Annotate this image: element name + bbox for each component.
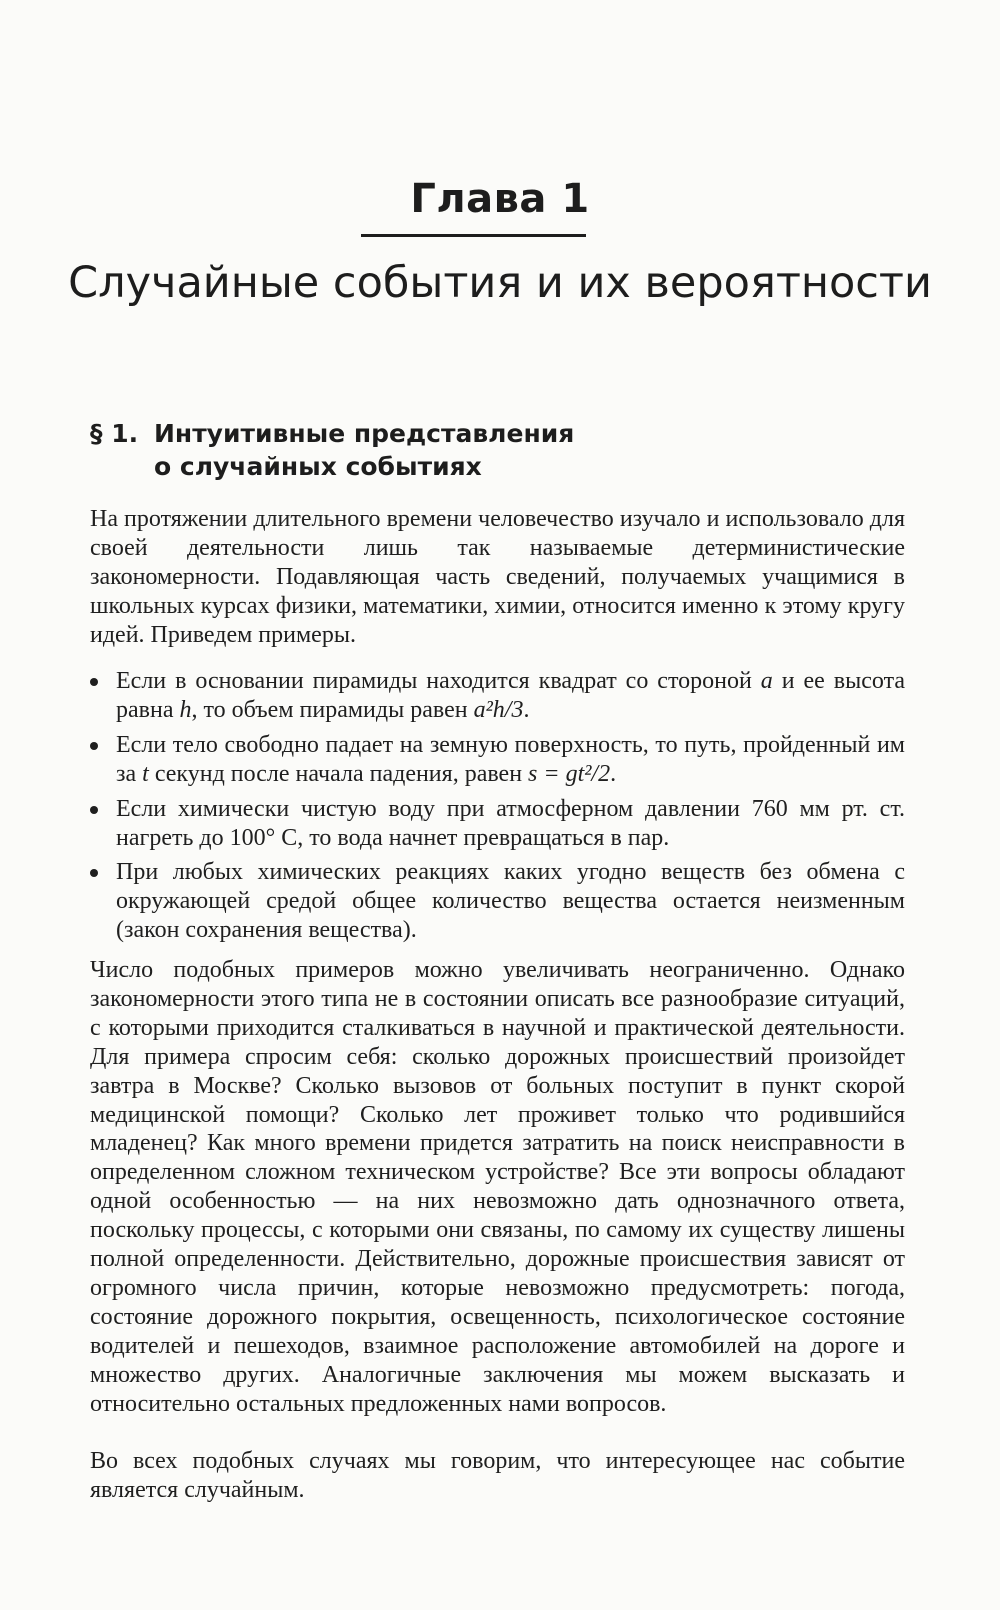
- bullet-icon: [90, 869, 98, 877]
- chapter-title: Случайные события и их вероятности: [68, 258, 932, 308]
- paragraph-intro-text: На протяжении длительного времени человечество изучало и использовало для своей деятельности лишь так называемые детерминистические закономерности. Подавляющая часть сведений, получаемых учащимися в школьных курсах физики, математики, химии, относится именно к этому кругу идей. Приведем примеры.: [90, 506, 905, 648]
- list-item-text: , то объем пирамиды равен: [191, 696, 474, 723]
- list-item-text: При любых химических реакциях каких угодно веществ без обмена с окружающей средой общее количество вещества остается неизменным (закон сохранения вещества).: [116, 859, 905, 944]
- math-formula: a²h/3: [473, 696, 524, 723]
- list-item-text: и ее высота равна: [116, 668, 906, 723]
- math-variable: t: [142, 760, 149, 787]
- examples-list: [116, 667, 905, 951]
- math-formula: s = gt²/2: [528, 760, 611, 787]
- paragraph-discussion-text: Число подобных примеров можно увеличивать неограниченно. Однако закономерности этого типа не в состоянии описать все разнообразие ситуаций, с которыми приходится сталкиваться в научной и практической деятельности. Для примера спросим себя: сколько дорожных происшествий произойдет завтра в Москве? Сколько вызовов от больных поступит в пункт скорой медицинской помощи? Сколько лет проживет только что родившийся младенец? Как много времени придется затратить на поиск неисправности в определенном сложном техническом устройстве? Все эти вопросы обладают одной особенностью — на них невозможно дать однозначного ответа, поскольку процессы, с которыми они связаны, по самому их существу лишены полной определенности. Действительно, дорожные происшествия зависят от огромного числа причин, которые невозможно предусмотреть: погода, состояние дорожного покрытия, освещенность, психологическое состояние водителей и пешеходов, взаимное расположение автомобилей на дороге и множество других. Аналогичные заключения мы можем высказать и относительно остальных предложенных нами вопросов.: [90, 957, 905, 1417]
- section-heading: [90, 417, 574, 483]
- list-item-text: Если химически чистую воду при атмосферном давлении 760 мм рт. ст. нагреть до 100° С, то вода начнет превращаться в пар.: [116, 795, 905, 851]
- bullet-icon: [90, 742, 98, 750]
- list-item-text: .: [523, 696, 530, 723]
- chapter-underline: [361, 234, 586, 237]
- math-variable: a: [760, 668, 773, 694]
- paragraph-intro: [90, 505, 905, 650]
- bullet-icon: [90, 806, 98, 814]
- section-number: § 1.: [90, 419, 139, 448]
- list-item-text: Если тело свободно падает на земную поверхность, то путь, пройденный им за: [116, 731, 905, 787]
- list-item-text: .: [610, 760, 617, 787]
- chapter-label: Глава 1: [410, 176, 590, 222]
- list-item: [116, 795, 905, 853]
- paragraph-discussion: [90, 956, 905, 1419]
- list-item-text: секунд после начала падения, равен: [148, 760, 529, 787]
- paragraph-conclusion-text: Во всех подобных случаях мы говорим, что интересующее нас событие является случайным.: [90, 1448, 905, 1503]
- math-variable: h: [179, 696, 192, 723]
- section-title-line2: о случайных событиях: [154, 452, 482, 481]
- paragraph-conclusion: [90, 1447, 905, 1505]
- list-item: [116, 731, 905, 789]
- bullet-icon: [90, 678, 98, 686]
- list-item: [116, 858, 905, 945]
- list-item: [116, 667, 905, 725]
- list-item-text: Если в основании пирамиды находится квадрат со стороной: [116, 668, 761, 694]
- section-title-line1: Интуитивные представления: [154, 419, 575, 448]
